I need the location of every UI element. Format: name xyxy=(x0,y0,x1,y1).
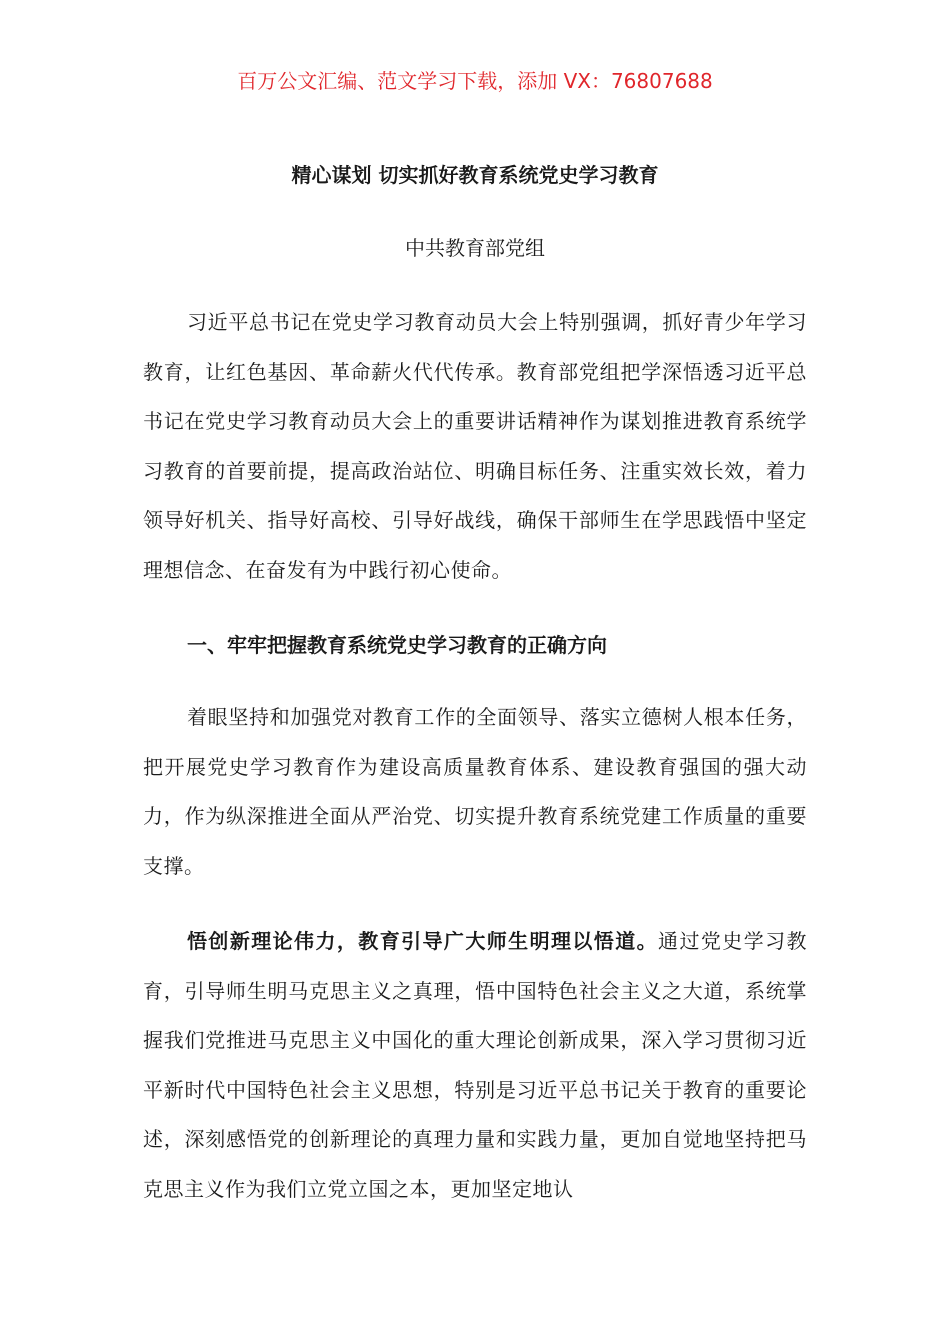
intro-paragraph: 习近平总书记在党史学习教育动员大会上特别强调，抓好青少年学习教育，让红色基因、革命薪火代代传承。教育部党组把学深悟透习近平总书记在党史学习教育动员大会上的重要讲话精神作为谋划推进教育系统学习教育的首要前提，提高政治站位、明确目标任务、注重实效长效，着力领导好机关、指导好高校、引导好战线，确保干部师生在学思践悟中坚定理想信念、在奋发有为中践行初心使命。 xyxy=(143,310,807,582)
header-watermark-note: 百万公文汇编、范文学习下载，添加 VX：76807688 xyxy=(237,69,713,93)
point-1-body: 通过党史学习教育，引导师生明马克思主义之真理，悟中国特色社会主义之大道，系统掌握我们党推进马克思主义中国化的重大理论创新成果，深入学习贯彻习近平新时代中国特色社会主义思想，特别是习近平总书记关于教育的重要论述，深刻感悟党的创新理论的真理力量和实践力量，更加自觉地坚持把马克思主义作为我们立党立国之本，更加坚定地认 xyxy=(143,929,808,1201)
point-1-paragraph xyxy=(143,917,807,1214)
section-heading-1: 一、牢牢把握教育系统党史学习教育的正确方向 xyxy=(187,633,607,657)
section-1-paragraph: 着眼坚持和加强党对教育工作的全面领导、落实立德树人根本任务，把开展党史学习教育作为建设高质量教育体系、建设教育强国的强大动力，作为纵深推进全面从严治党、切实提升教育系统党建工作质量的重要支撑。 xyxy=(143,705,807,878)
document-author: 中共教育部党组 xyxy=(405,236,545,260)
point-1-lead: 悟创新理论伟力，教育引导广大师生明理以悟道。 xyxy=(187,929,659,953)
document-title: 精心谋划 切实抓好教育系统党史学习教育 xyxy=(291,163,659,187)
